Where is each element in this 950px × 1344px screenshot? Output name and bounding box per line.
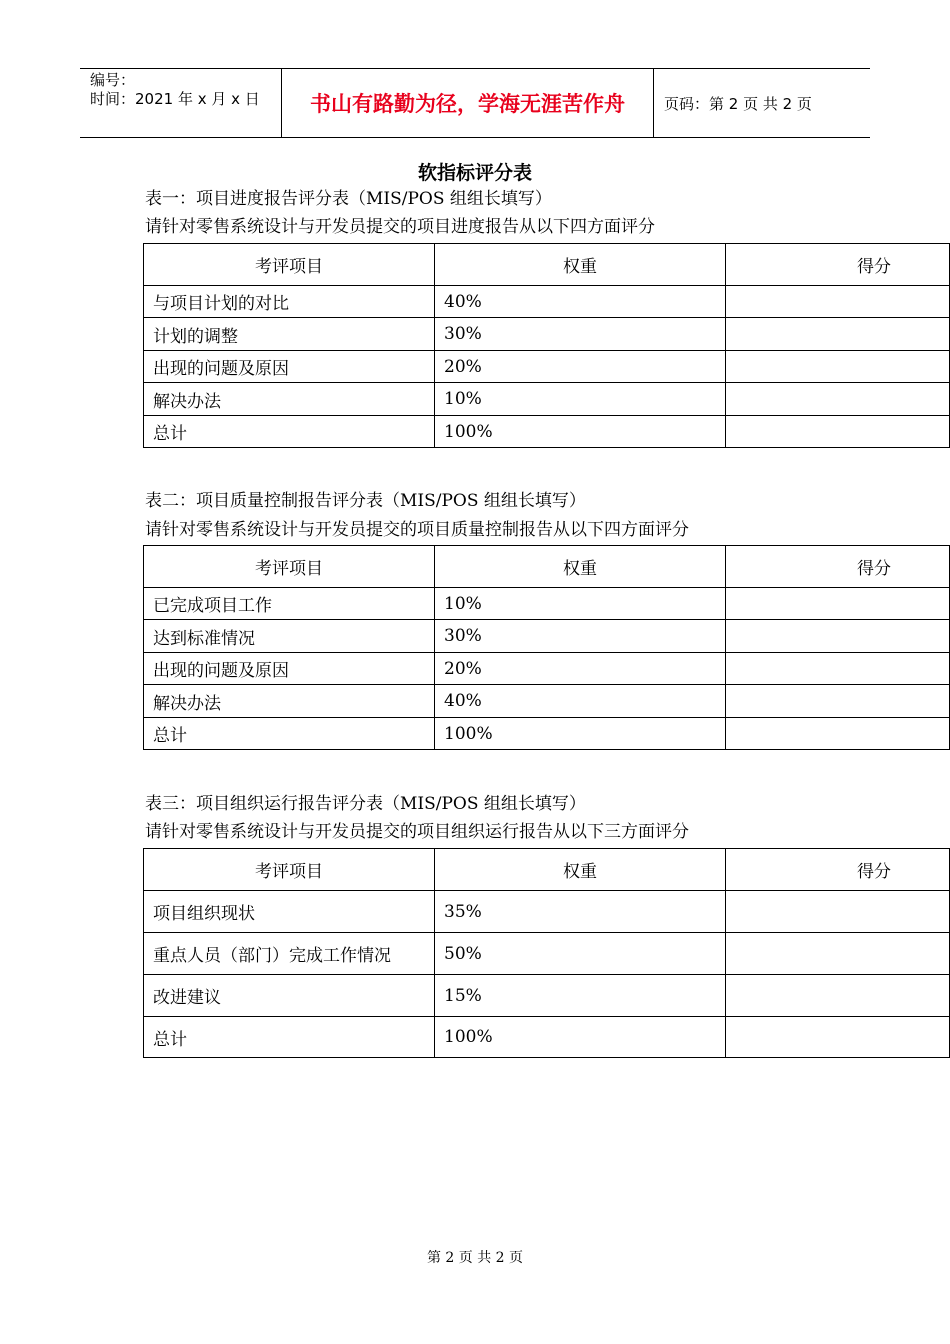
cell-score[interactable]: [726, 653, 950, 685]
table-1-instruction: 请针对零售系统设计与开发员提交的项目进度报告从以下四方面评分: [145, 217, 655, 237]
cell-weight: 30%: [435, 318, 726, 351]
cell-item: 与项目计划的对比: [144, 286, 435, 318]
cell-weight: 10%: [435, 588, 726, 620]
table-row: [144, 383, 950, 416]
cell-item: 解决办法: [144, 383, 435, 416]
cell-weight: 100%: [435, 718, 726, 750]
cell-score[interactable]: [726, 1017, 950, 1058]
header-cell-weight: 权重: [435, 546, 726, 588]
cell-weight: 20%: [435, 351, 726, 383]
table-row: [144, 318, 950, 351]
table-row: [144, 620, 950, 653]
table-header-row: [144, 244, 950, 286]
header-cell-score: 得分: [726, 849, 950, 891]
cell-weight: 40%: [435, 685, 726, 718]
table-header-row: [144, 849, 950, 891]
table-row: [144, 685, 950, 718]
page-header: [80, 68, 870, 138]
cell-item: 出现的问题及原因: [144, 653, 435, 685]
table-row: [144, 891, 950, 933]
table-2-caption: 表二：项目质量控制报告评分表（MIS/POS 组组长填写）: [145, 491, 586, 511]
cell-weight: 20%: [435, 653, 726, 685]
cell-score[interactable]: [726, 286, 950, 318]
document-title: 软指标评分表: [417, 162, 532, 184]
cell-score[interactable]: [726, 933, 950, 975]
cell-score[interactable]: [726, 383, 950, 416]
table-row-total: [144, 1017, 950, 1058]
table-1-caption: 表一：项目进度报告评分表（MIS/POS 组组长填写）: [145, 189, 552, 209]
page-footer: 第 2 页 共 2 页: [426, 1250, 524, 1266]
table-row: [144, 933, 950, 975]
table-2-instruction: 请针对零售系统设计与开发员提交的项目质量控制报告从以下四方面评分: [145, 520, 689, 540]
cell-weight: 35%: [435, 891, 726, 933]
header-motto: 书山有路勤为径，学海无涯苦作舟: [282, 69, 654, 137]
scoring-table-3: [143, 848, 950, 1058]
cell-item: 已完成项目工作: [144, 588, 435, 620]
cell-item: 达到标准情况: [144, 620, 435, 653]
table-row-total: [144, 718, 950, 750]
cell-weight: 10%: [435, 383, 726, 416]
number-label: 编号：: [90, 71, 136, 89]
cell-item: 计划的调整: [144, 318, 435, 351]
cell-item: 出现的问题及原因: [144, 351, 435, 383]
header-cell-weight: 权重: [435, 849, 726, 891]
header-cell-score: 得分: [726, 244, 950, 286]
cell-weight: 40%: [435, 286, 726, 318]
cell-score[interactable]: [726, 975, 950, 1017]
cell-score[interactable]: [726, 718, 950, 750]
cell-score[interactable]: [726, 318, 950, 351]
cell-score[interactable]: [726, 588, 950, 620]
table-row: [144, 286, 950, 318]
table-3-caption: 表三：项目组织运行报告评分表（MIS/POS 组组长填写）: [145, 794, 586, 814]
cell-score[interactable]: [726, 351, 950, 383]
header-cell-item: 考评项目: [144, 849, 435, 891]
cell-item: 重点人员（部门）完成工作情况: [144, 933, 435, 975]
cell-score[interactable]: [726, 685, 950, 718]
table-3-instruction: 请针对零售系统设计与开发员提交的项目组织运行报告从以下三方面评分: [145, 822, 689, 842]
cell-item: 项目组织现状: [144, 891, 435, 933]
scoring-table-2: [143, 545, 950, 750]
header-page-label: 页码：第 2 页 共 2 页: [664, 94, 812, 113]
cell-item: 解决办法: [144, 685, 435, 718]
header-cell-item: 考评项目: [144, 244, 435, 286]
cell-weight: 100%: [435, 1017, 726, 1058]
table-header-row: [144, 546, 950, 588]
table-row-total: [144, 416, 950, 448]
cell-item: 总计: [144, 416, 435, 448]
cell-item: 总计: [144, 718, 435, 750]
cell-weight: 15%: [435, 975, 726, 1017]
header-cell-item: 考评项目: [144, 546, 435, 588]
header-meta: [80, 69, 282, 137]
cell-item: 改进建议: [144, 975, 435, 1017]
cell-weight: 100%: [435, 416, 726, 448]
cell-score[interactable]: [726, 416, 950, 448]
cell-weight: 50%: [435, 933, 726, 975]
header-cell-score: 得分: [726, 546, 950, 588]
cell-score[interactable]: [726, 891, 950, 933]
header-cell-weight: 权重: [435, 244, 726, 286]
cell-item: 总计: [144, 1017, 435, 1058]
table-row: [144, 351, 950, 383]
table-row: [144, 975, 950, 1017]
scoring-table-1: [143, 243, 950, 448]
cell-weight: 30%: [435, 620, 726, 653]
table-row: [144, 588, 950, 620]
table-row: [144, 653, 950, 685]
cell-score[interactable]: [726, 620, 950, 653]
time-label: 时间：2021 年 x 月 x 日: [90, 90, 260, 108]
